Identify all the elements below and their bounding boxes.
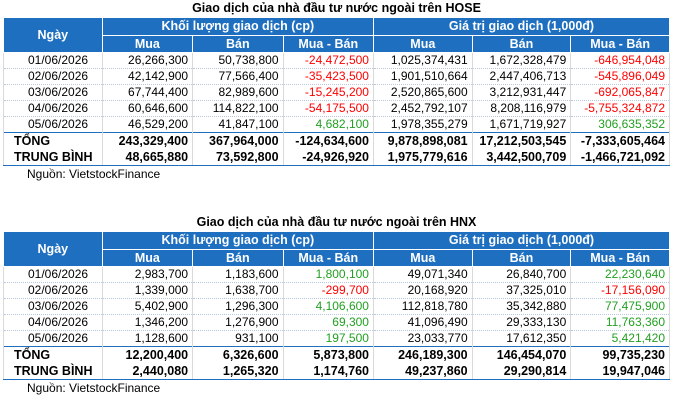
net-volume-cell: -299,700 bbox=[283, 283, 373, 299]
average-row-label: TRUNG BÌNH bbox=[4, 149, 103, 166]
sell-volume-header: Bán bbox=[193, 250, 283, 267]
net-volume-cell: 69,300 bbox=[283, 315, 373, 331]
net-volume-cell: -24,472,500 bbox=[283, 53, 373, 69]
sell-value-cell: 1,671,719,927 bbox=[472, 117, 571, 133]
sell-volume-cell: 77,566,400 bbox=[193, 69, 283, 85]
buy-value-cell: 112,818,780 bbox=[373, 299, 472, 315]
source-note: Nguồn: VietstockFinance bbox=[27, 167, 161, 181]
sell-value-cell: 2,447,406,713 bbox=[472, 69, 571, 85]
sell-volume-cell: 41,847,100 bbox=[193, 117, 283, 133]
buy-value-cell: 246,189,300 bbox=[373, 347, 472, 364]
sell-value-header: Bán bbox=[472, 36, 571, 53]
date-cell: 03/06/2026 bbox=[4, 299, 103, 315]
net-value-cell: 99,735,230 bbox=[571, 347, 670, 364]
net-volume-cell: 1,174,760 bbox=[283, 363, 373, 380]
hose-table bbox=[3, 17, 670, 166]
sell-value-cell: 8,208,116,979 bbox=[472, 101, 571, 117]
date-cell: 04/06/2026 bbox=[4, 101, 103, 117]
date-cell: 01/06/2026 bbox=[4, 267, 103, 283]
buy-volume-cell: 48,665,880 bbox=[102, 149, 192, 166]
date-cell: 02/06/2026 bbox=[4, 283, 103, 299]
net-volume-cell: 4,682,100 bbox=[283, 117, 373, 133]
buy-volume-cell: 5,402,900 bbox=[102, 299, 192, 315]
net-volume-cell: -35,423,500 bbox=[283, 69, 373, 85]
sell-value-cell: 37,325,010 bbox=[472, 283, 571, 299]
table-row bbox=[4, 85, 670, 101]
total-row bbox=[4, 133, 670, 150]
net-value-cell: 22,230,640 bbox=[571, 267, 670, 283]
buy-value-cell: 2,452,792,107 bbox=[373, 101, 472, 117]
date-cell: 03/06/2026 bbox=[4, 85, 103, 101]
volume-group-header: Khối lượng giao dịch (cp) bbox=[102, 232, 373, 250]
buy-volume-cell: 67,744,400 bbox=[102, 85, 192, 101]
buy-value-cell: 2,520,865,600 bbox=[373, 85, 472, 101]
hnx-title: Giao dịch của nhà đầu tư nước ngoài trên HNX bbox=[196, 215, 477, 229]
table-row bbox=[4, 267, 670, 283]
buy-value-cell: 9,878,898,081 bbox=[373, 133, 472, 150]
sell-value-cell: 35,342,880 bbox=[472, 299, 571, 315]
table-row bbox=[4, 117, 670, 133]
sell-value-cell: 29,290,814 bbox=[472, 363, 571, 380]
net-value-cell: 77,475,900 bbox=[571, 299, 670, 315]
net-value-cell: 5,421,420 bbox=[571, 331, 670, 347]
sell-volume-cell: 1,265,320 bbox=[193, 363, 283, 380]
date-cell: 01/06/2026 bbox=[4, 53, 103, 69]
sell-value-cell: 17,612,350 bbox=[472, 331, 571, 347]
net-value-cell: -5,755,324,872 bbox=[571, 101, 670, 117]
table-row bbox=[4, 315, 670, 331]
sell-value-cell: 29,333,130 bbox=[472, 315, 571, 331]
date-cell: 05/06/2026 bbox=[4, 117, 103, 133]
buy-volume-cell: 42,142,900 bbox=[102, 69, 192, 85]
buy-value-header: Mua bbox=[373, 250, 472, 267]
sell-volume-cell: 82,989,600 bbox=[193, 85, 283, 101]
buy-value-cell: 1,978,355,279 bbox=[373, 117, 472, 133]
sell-volume-cell: 114,822,100 bbox=[193, 101, 283, 117]
average-row bbox=[4, 363, 670, 380]
net-volume-cell: -54,175,500 bbox=[283, 101, 373, 117]
table-row bbox=[4, 69, 670, 85]
net-value-cell: -545,896,049 bbox=[571, 69, 670, 85]
net-value-cell: 11,763,360 bbox=[571, 315, 670, 331]
net-volume-cell: -24,926,920 bbox=[283, 149, 373, 166]
sell-volume-cell: 931,100 bbox=[193, 331, 283, 347]
buy-volume-cell: 46,529,200 bbox=[102, 117, 192, 133]
sell-value-cell: 17,212,503,545 bbox=[472, 133, 571, 150]
net-value-cell: 306,635,352 bbox=[571, 117, 670, 133]
buy-value-cell: 23,033,770 bbox=[373, 331, 472, 347]
sell-volume-header: Bán bbox=[193, 36, 283, 53]
net-volume-cell: -15,245,200 bbox=[283, 85, 373, 101]
average-row-label: TRUNG BÌNH bbox=[4, 363, 103, 380]
buy-value-cell: 49,237,860 bbox=[373, 363, 472, 380]
sell-volume-cell: 1,276,900 bbox=[193, 315, 283, 331]
buy-volume-cell: 1,128,600 bbox=[102, 331, 192, 347]
buy-value-cell: 1,025,374,431 bbox=[373, 53, 472, 69]
hnx-section bbox=[3, 214, 670, 396]
date-cell: 05/06/2026 bbox=[4, 331, 103, 347]
net-volume-cell: 4,106,600 bbox=[283, 299, 373, 315]
sell-value-cell: 3,212,931,447 bbox=[472, 85, 571, 101]
date-column-header: Ngày bbox=[4, 18, 103, 53]
buy-volume-cell: 26,266,300 bbox=[102, 53, 192, 69]
net-value-cell: -7,333,605,464 bbox=[571, 133, 670, 150]
buy-volume-cell: 12,200,400 bbox=[102, 347, 192, 364]
net-value-cell: -17,156,090 bbox=[571, 283, 670, 299]
sell-volume-cell: 1,183,600 bbox=[193, 267, 283, 283]
net-volume-cell: -124,634,600 bbox=[283, 133, 373, 150]
net-volume-header: Mua - Bán bbox=[283, 36, 373, 53]
total-row-label: TỔNG bbox=[4, 133, 103, 150]
net-value-cell: 19,947,046 bbox=[571, 363, 670, 380]
date-cell: 04/06/2026 bbox=[4, 315, 103, 331]
value-group-header: Giá trị giao dịch (1,000đ) bbox=[373, 232, 669, 250]
date-cell: 02/06/2026 bbox=[4, 69, 103, 85]
sell-value-cell: 1,672,328,479 bbox=[472, 53, 571, 69]
average-row bbox=[4, 149, 670, 166]
buy-value-cell: 1,975,779,616 bbox=[373, 149, 472, 166]
sell-volume-cell: 1,638,700 bbox=[193, 283, 283, 299]
buy-volume-cell: 1,339,000 bbox=[102, 283, 192, 299]
net-volume-cell: 197,500 bbox=[283, 331, 373, 347]
date-column-header: Ngày bbox=[4, 232, 103, 267]
buy-volume-cell: 1,346,200 bbox=[102, 315, 192, 331]
net-volume-cell: 1,800,100 bbox=[283, 267, 373, 283]
sell-value-header: Bán bbox=[472, 250, 571, 267]
net-value-cell: -692,065,847 bbox=[571, 85, 670, 101]
net-value-header: Mua - Bán bbox=[571, 250, 670, 267]
buy-volume-cell: 60,646,600 bbox=[102, 101, 192, 117]
net-volume-cell: 5,873,800 bbox=[283, 347, 373, 364]
sell-volume-cell: 50,738,800 bbox=[193, 53, 283, 69]
sell-volume-cell: 1,296,300 bbox=[193, 299, 283, 315]
hose-title: Giao dịch của nhà đầu tư nước ngoài trên HOSE bbox=[192, 1, 481, 15]
value-group-header: Giá trị giao dịch (1,000đ) bbox=[373, 18, 669, 36]
sell-volume-cell: 367,964,000 bbox=[193, 133, 283, 150]
buy-volume-cell: 2,440,080 bbox=[102, 363, 192, 380]
buy-value-cell: 20,168,920 bbox=[373, 283, 472, 299]
table-row bbox=[4, 283, 670, 299]
sell-volume-cell: 6,326,600 bbox=[193, 347, 283, 364]
table-row bbox=[4, 101, 670, 117]
hose-section bbox=[3, 0, 670, 182]
table-row bbox=[4, 53, 670, 69]
net-volume-header: Mua - Bán bbox=[283, 250, 373, 267]
buy-volume-header: Mua bbox=[102, 250, 192, 267]
total-row-label: TỔNG bbox=[4, 347, 103, 364]
net-value-header: Mua - Bán bbox=[571, 36, 670, 53]
net-value-cell: -646,954,048 bbox=[571, 53, 670, 69]
table-row bbox=[4, 331, 670, 347]
net-value-cell: -1,466,721,092 bbox=[571, 149, 670, 166]
sell-volume-cell: 73,592,800 bbox=[193, 149, 283, 166]
sell-value-cell: 146,454,070 bbox=[472, 347, 571, 364]
table-row bbox=[4, 299, 670, 315]
sell-value-cell: 3,442,500,709 bbox=[472, 149, 571, 166]
buy-value-cell: 49,071,340 bbox=[373, 267, 472, 283]
volume-group-header: Khối lượng giao dịch (cp) bbox=[102, 18, 373, 36]
buy-volume-cell: 243,329,400 bbox=[102, 133, 192, 150]
buy-value-header: Mua bbox=[373, 36, 472, 53]
source-note: Nguồn: VietstockFinance bbox=[27, 381, 161, 395]
buy-value-cell: 1,901,510,664 bbox=[373, 69, 472, 85]
sell-value-cell: 26,840,700 bbox=[472, 267, 571, 283]
hnx-table bbox=[3, 231, 670, 380]
buy-volume-cell: 2,983,700 bbox=[102, 267, 192, 283]
total-row bbox=[4, 347, 670, 364]
buy-value-cell: 41,096,490 bbox=[373, 315, 472, 331]
buy-volume-header: Mua bbox=[102, 36, 192, 53]
